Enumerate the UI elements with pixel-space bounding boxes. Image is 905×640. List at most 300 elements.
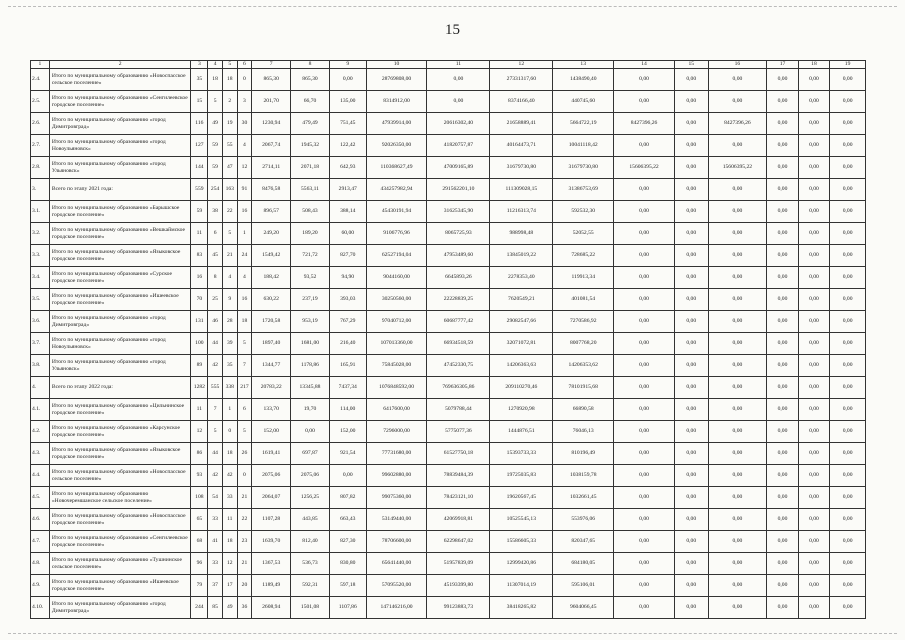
table-cell: 21 xyxy=(222,245,237,267)
table-cell: 0,00 xyxy=(708,443,767,465)
table-cell: 7 xyxy=(208,399,223,421)
table-cell: 751,45 xyxy=(329,113,366,135)
table-cell: 0,00 xyxy=(614,135,675,157)
table-cell: 0,00 xyxy=(798,333,829,355)
table-cell: 8427396,26 xyxy=(614,113,675,135)
table-cell: 0,00 xyxy=(614,355,675,377)
row-name: Итого по муниципальному образованию «Ишеевское городское поселение» xyxy=(49,575,191,597)
table-cell: 12 xyxy=(191,421,208,443)
table-cell: 47009165,89 xyxy=(427,157,490,179)
table-cell: 988998,48 xyxy=(490,223,553,245)
table-cell: 1107,86 xyxy=(329,597,366,619)
table-cell: 0,00 xyxy=(674,201,708,223)
table-cell: 0,00 xyxy=(708,355,767,377)
table-cell: 209110270,46 xyxy=(490,377,553,399)
table-cell: 0,00 xyxy=(427,69,490,91)
table-cell: 189,20 xyxy=(291,223,330,245)
table-cell: 508,43 xyxy=(291,201,330,223)
table-cell: 11307014,19 xyxy=(490,575,553,597)
table-cell: 41820757,87 xyxy=(427,135,490,157)
data-table xyxy=(30,60,866,619)
table-cell: 66890,58 xyxy=(553,399,614,421)
table-row xyxy=(31,91,866,113)
table-cell: 0,00 xyxy=(427,91,490,113)
table-cell: 35 xyxy=(222,355,237,377)
table-cell: 0,00 xyxy=(798,443,829,465)
table-cell: 1549,42 xyxy=(252,245,291,267)
table-cell: 14206363,63 xyxy=(490,355,553,377)
table-cell: 11 xyxy=(191,399,208,421)
table-cell: 15 xyxy=(191,91,208,113)
table-cell: 46 xyxy=(208,311,223,333)
table-cell: 55 xyxy=(222,135,237,157)
table-cell: 44 xyxy=(208,443,223,465)
table-cell: 99602880,00 xyxy=(366,465,427,487)
table-cell: 0,00 xyxy=(329,465,366,487)
table-cell: 19725035,83 xyxy=(490,465,553,487)
table-cell: 0,00 xyxy=(614,223,675,245)
table-cell: 0,00 xyxy=(708,531,767,553)
table-cell: 12 xyxy=(237,157,252,179)
table-cell: 0,00 xyxy=(830,113,866,135)
table-cell: 93 xyxy=(191,465,208,487)
row-name: Итого по муниципальному образованию «Новочеремшанское сельское поселение» xyxy=(49,487,191,509)
table-cell: 20783,22 xyxy=(252,377,291,399)
table-cell: 0,00 xyxy=(830,289,866,311)
table-cell: 216,40 xyxy=(329,333,366,355)
table-cell: 21658889,41 xyxy=(490,113,553,135)
table-cell: 4 xyxy=(222,267,237,289)
table-cell: 237,19 xyxy=(291,289,330,311)
table-cell: 5563,11 xyxy=(291,179,330,201)
table-cell: 8007768,20 xyxy=(553,333,614,355)
table-cell: 217 xyxy=(237,377,252,399)
table-cell: 0,00 xyxy=(708,245,767,267)
table-cell: 0,00 xyxy=(830,135,866,157)
table-cell: 1438490,40 xyxy=(553,69,614,91)
top-edge-line xyxy=(8,6,897,7)
table-cell: 0,00 xyxy=(614,465,675,487)
table-cell: 440745,60 xyxy=(553,91,614,113)
table-cell: 17 xyxy=(222,575,237,597)
table-cell: 0,00 xyxy=(614,289,675,311)
table-cell: 0,00 xyxy=(798,377,829,399)
table-cell: 22 xyxy=(222,201,237,223)
table-cell: 0,00 xyxy=(798,421,829,443)
column-header: 4 xyxy=(208,61,223,69)
table-cell: 0,00 xyxy=(674,135,708,157)
table-cell: 66,70 xyxy=(291,91,330,113)
table-cell: 0,00 xyxy=(767,575,798,597)
table-cell: 0,00 xyxy=(708,91,767,113)
table-cell: 19,70 xyxy=(291,399,330,421)
table-cell: 127 xyxy=(191,135,208,157)
table-cell: 721,72 xyxy=(291,245,330,267)
table-cell: 77731680,00 xyxy=(366,443,427,465)
table-cell: 0,00 xyxy=(798,509,829,531)
table-cell: 0,00 xyxy=(798,575,829,597)
table-cell: 0,00 xyxy=(614,597,675,619)
table-cell: 0,00 xyxy=(830,421,866,443)
table-cell: 2608,94 xyxy=(252,597,291,619)
table-cell: 0,00 xyxy=(614,201,675,223)
table-cell: 10525545,13 xyxy=(490,509,553,531)
table-cell: 663,43 xyxy=(329,509,366,531)
table-cell: 0,00 xyxy=(767,355,798,377)
table-cell: 31386753,69 xyxy=(553,179,614,201)
table-cell: 147146216,00 xyxy=(366,597,427,619)
table-cell: 0,00 xyxy=(767,69,798,91)
table-cell: 0,00 xyxy=(798,355,829,377)
row-name: Итого по муниципальному образованию «Барышское городское поселение» xyxy=(49,201,191,223)
row-name: Итого по муниципальному образованию «город Новоульяновск» xyxy=(49,333,191,355)
table-cell: 0,00 xyxy=(830,355,866,377)
table-cell: 32071072,81 xyxy=(490,333,553,355)
table-cell: 1367,53 xyxy=(252,553,291,575)
table-cell: 0,00 xyxy=(830,311,866,333)
table-row xyxy=(31,487,866,509)
table-cell: 0,00 xyxy=(830,575,866,597)
table-cell: 2071,18 xyxy=(291,157,330,179)
table-cell: 70 xyxy=(191,289,208,311)
table-cell: 92026350,00 xyxy=(366,135,427,157)
table-cell: 0,00 xyxy=(798,91,829,113)
table-cell: 99075360,00 xyxy=(366,487,427,509)
table-cell: 1639,70 xyxy=(252,531,291,553)
table-cell: 479,49 xyxy=(291,113,330,135)
column-header: 3 xyxy=(191,61,208,69)
column-header: 19 xyxy=(830,61,866,69)
table-cell: 536,73 xyxy=(291,553,330,575)
table-cell: 21 xyxy=(237,487,252,509)
row-number: 4.4. xyxy=(31,465,50,487)
table-cell: 0,00 xyxy=(830,487,866,509)
table-cell: 0,00 xyxy=(291,421,330,443)
table-cell: 31625345,90 xyxy=(427,201,490,223)
row-name: Итого по муниципальному образованию «город Димитровград» xyxy=(49,311,191,333)
table-cell: 0,00 xyxy=(708,179,767,201)
column-header: 8 xyxy=(291,61,330,69)
table-cell: 0,00 xyxy=(798,135,829,157)
table-cell: 122,42 xyxy=(329,135,366,157)
table-cell: 0,00 xyxy=(674,597,708,619)
table-cell: 0,00 xyxy=(674,267,708,289)
row-number: 3.3. xyxy=(31,245,50,267)
table-cell: 75845028,00 xyxy=(366,355,427,377)
table-cell: 921,54 xyxy=(329,443,366,465)
table-row xyxy=(31,245,866,267)
table-row xyxy=(31,575,866,597)
table-cell: 0,00 xyxy=(329,69,366,91)
table-cell: 0,00 xyxy=(798,201,829,223)
row-number: 2.8. xyxy=(31,157,50,179)
table-cell: 6 xyxy=(208,223,223,245)
table-cell: 0,00 xyxy=(767,179,798,201)
table-cell: 30 xyxy=(237,113,252,135)
table-cell: 36 xyxy=(237,597,252,619)
table-cell: 0,00 xyxy=(708,289,767,311)
table-cell: 0,00 xyxy=(830,245,866,267)
row-number: 3. xyxy=(31,179,50,201)
table-row xyxy=(31,223,866,245)
table-cell: 6645893,26 xyxy=(427,267,490,289)
table-cell: 33 xyxy=(222,487,237,509)
row-name: Итого по муниципальному образованию «Новоспасское сельское поселение» xyxy=(49,465,191,487)
row-number: 4.6. xyxy=(31,509,50,531)
table-cell: 78423121,10 xyxy=(427,487,490,509)
table-cell: 5 xyxy=(208,91,223,113)
table-cell: 1945,32 xyxy=(291,135,330,157)
table-cell: 0,00 xyxy=(767,201,798,223)
table-cell: 7270586,92 xyxy=(553,311,614,333)
column-header: 6 xyxy=(237,61,252,69)
table-cell: 59 xyxy=(208,135,223,157)
table-cell: 0,00 xyxy=(767,135,798,157)
table-cell: 131 xyxy=(191,311,208,333)
table-cell: 28769808,00 xyxy=(366,69,427,91)
table-cell: 0,00 xyxy=(767,91,798,113)
table-cell: 1 xyxy=(237,223,252,245)
table-cell: 0,00 xyxy=(767,465,798,487)
table-cell: 810196,49 xyxy=(553,443,614,465)
table-cell: 0 xyxy=(237,69,252,91)
table-cell: 0,00 xyxy=(674,311,708,333)
table-cell: 49 xyxy=(222,597,237,619)
table-cell: 0,00 xyxy=(674,245,708,267)
table-cell: 7620549,21 xyxy=(490,289,553,311)
table-cell: 0,00 xyxy=(708,487,767,509)
table-cell: 0,00 xyxy=(614,179,675,201)
table-cell: 767,29 xyxy=(329,311,366,333)
row-name: Итого по муниципальному образованию «Цильнинское городское поселение» xyxy=(49,399,191,421)
column-header: 18 xyxy=(798,61,829,69)
column-header: 2 xyxy=(49,61,191,69)
table-cell: 57095520,00 xyxy=(366,575,427,597)
table-cell: 11 xyxy=(222,509,237,531)
table-cell: 401081,54 xyxy=(553,289,614,311)
table-row xyxy=(31,333,866,355)
row-number: 4.8. xyxy=(31,553,50,575)
table-cell: 14206353,62 xyxy=(553,355,614,377)
table-cell: 18 xyxy=(222,443,237,465)
table-cell: 0,00 xyxy=(798,487,829,509)
table-cell: 45430191,94 xyxy=(366,201,427,223)
table-cell: 0,00 xyxy=(708,509,767,531)
table-cell: 2067,74 xyxy=(252,135,291,157)
table-cell: 0,00 xyxy=(614,245,675,267)
table-cell: 0,00 xyxy=(767,113,798,135)
table-cell: 0,00 xyxy=(798,223,829,245)
table-cell: 26 xyxy=(237,443,252,465)
table-cell: 30250560,00 xyxy=(366,289,427,311)
table-cell: 0,00 xyxy=(708,223,767,245)
table-cell: 0,00 xyxy=(767,399,798,421)
table-cell: 5775077,36 xyxy=(427,421,490,443)
row-name: Итого по муниципальному образованию «Вешкаймское городское поселение» xyxy=(49,223,191,245)
table-cell: 8476,58 xyxy=(252,179,291,201)
column-header: 1 xyxy=(31,61,50,69)
table-cell: 9604066,45 xyxy=(553,597,614,619)
table-cell: 830,80 xyxy=(329,553,366,575)
table-cell: 165,91 xyxy=(329,355,366,377)
table-cell: 0,00 xyxy=(674,399,708,421)
table-cell: 100 xyxy=(191,333,208,355)
table-cell: 20 xyxy=(237,575,252,597)
table-cell: 9106776,96 xyxy=(366,223,427,245)
table-cell: 0,00 xyxy=(798,289,829,311)
table-cell: 0,00 xyxy=(674,355,708,377)
table-cell: 79 xyxy=(191,575,208,597)
row-name: Итого по муниципальному образованию «Карсунское городское поселение» xyxy=(49,421,191,443)
table-cell: 107013360,00 xyxy=(366,333,427,355)
table-cell: 769636305,86 xyxy=(427,377,490,399)
table-cell: 0,00 xyxy=(798,553,829,575)
table-cell: 0,00 xyxy=(614,443,675,465)
table-cell: 953,19 xyxy=(291,311,330,333)
table-cell: 249,20 xyxy=(252,223,291,245)
table-cell: 0,00 xyxy=(830,597,866,619)
table-cell: 45193399,80 xyxy=(427,575,490,597)
table-cell: 5 xyxy=(208,421,223,443)
column-header: 14 xyxy=(614,61,675,69)
table-cell: 18 xyxy=(222,531,237,553)
table-cell: 8065725,93 xyxy=(427,223,490,245)
table-cell: 0,00 xyxy=(798,179,829,201)
table-cell: 9044160,00 xyxy=(366,267,427,289)
table-cell: 152,00 xyxy=(329,421,366,443)
table-cell: 0,00 xyxy=(798,531,829,553)
table-cell: 0,00 xyxy=(767,553,798,575)
table-cell: 68 xyxy=(191,531,208,553)
table-cell: 0,00 xyxy=(798,69,829,91)
table-cell: 85 xyxy=(208,597,223,619)
table-cell: 0,00 xyxy=(767,223,798,245)
table-cell: 5 xyxy=(237,421,252,443)
table-cell: 0,00 xyxy=(830,333,866,355)
table-cell: 0,00 xyxy=(767,597,798,619)
table-cell: 0,00 xyxy=(798,113,829,135)
row-number: 3.5. xyxy=(31,289,50,311)
table-cell: 0,00 xyxy=(674,223,708,245)
table-cell: 1897,40 xyxy=(252,333,291,355)
table-cell: 0 xyxy=(237,465,252,487)
table-cell: 254 xyxy=(208,179,223,201)
row-number: 2.6. xyxy=(31,113,50,135)
table-cell: 0,00 xyxy=(674,377,708,399)
table-cell: 24 xyxy=(237,245,252,267)
table-cell: 0,00 xyxy=(830,443,866,465)
table-cell: 0,00 xyxy=(798,465,829,487)
table-row xyxy=(31,135,866,157)
table-cell: 108 xyxy=(191,487,208,509)
table-cell: 22228839,25 xyxy=(427,289,490,311)
table-cell: 0,00 xyxy=(830,531,866,553)
table-cell: 1107,28 xyxy=(252,509,291,531)
table-row xyxy=(31,69,866,91)
column-header: 5 xyxy=(222,61,237,69)
table-cell: 0,00 xyxy=(674,509,708,531)
table-cell: 0,00 xyxy=(708,201,767,223)
table-cell: 0,00 xyxy=(830,553,866,575)
table-cell: 0,00 xyxy=(767,531,798,553)
table-cell: 61527750,18 xyxy=(427,443,490,465)
table-cell: 0,00 xyxy=(708,421,767,443)
table-cell: 41 xyxy=(208,531,223,553)
table-cell: 5079788,44 xyxy=(427,399,490,421)
table-row xyxy=(31,267,866,289)
table-cell: 0,00 xyxy=(674,333,708,355)
table-cell: 1344,77 xyxy=(252,355,291,377)
table-cell: 78839484,39 xyxy=(427,465,490,487)
table-cell: 2278353,40 xyxy=(490,267,553,289)
row-number: 2.4. xyxy=(31,69,50,91)
row-name: Итого по муниципальному образованию «Ишеевское городское поселение» xyxy=(49,289,191,311)
row-name: Итого по муниципальному образованию «город Димитровград» xyxy=(49,597,191,619)
table-cell: 114,00 xyxy=(329,399,366,421)
row-name: Итого по муниципальному образованию «Новоспасское городское поселение» xyxy=(49,509,191,531)
table-cell: 33 xyxy=(208,553,223,575)
table-cell: 86 xyxy=(191,443,208,465)
table-cell: 388,14 xyxy=(329,201,366,223)
table-cell: 0,00 xyxy=(830,201,866,223)
table-cell: 8 xyxy=(208,267,223,289)
table-cell: 7 xyxy=(237,355,252,377)
table-cell: 47953489,60 xyxy=(427,245,490,267)
table-cell: 0,00 xyxy=(798,399,829,421)
table-cell: 13345,88 xyxy=(291,377,330,399)
table-row xyxy=(31,377,866,399)
row-number: 4.3. xyxy=(31,443,50,465)
table-cell: 0,00 xyxy=(767,377,798,399)
table-cell: 0,00 xyxy=(614,267,675,289)
table-cell: 0,00 xyxy=(708,575,767,597)
table-cell: 0,00 xyxy=(830,465,866,487)
table-cell: 0,00 xyxy=(708,553,767,575)
table-cell: 0,00 xyxy=(614,531,675,553)
table-row xyxy=(31,311,866,333)
table-cell: 0,00 xyxy=(674,575,708,597)
row-number: 3.2. xyxy=(31,223,50,245)
table-row xyxy=(31,399,866,421)
table-cell: 0,00 xyxy=(830,377,866,399)
table-cell: 5 xyxy=(222,223,237,245)
table-cell: 0,00 xyxy=(674,157,708,179)
table-cell: 0,00 xyxy=(767,421,798,443)
table-cell: 0,00 xyxy=(798,157,829,179)
table-cell: 8374166,40 xyxy=(490,91,553,113)
table-cell: 0,00 xyxy=(798,311,829,333)
table-cell: 0,00 xyxy=(674,179,708,201)
table-cell: 0,00 xyxy=(614,575,675,597)
table-cell: 0,00 xyxy=(614,311,675,333)
table-cell: 0,00 xyxy=(767,289,798,311)
table-cell: 1256,25 xyxy=(291,487,330,509)
table-cell: 1 xyxy=(222,399,237,421)
table-cell: 0,00 xyxy=(830,509,866,531)
table-cell: 89 xyxy=(191,355,208,377)
table-cell: 820347,65 xyxy=(553,531,614,553)
row-number: 3.1. xyxy=(31,201,50,223)
table-cell: 0,00 xyxy=(674,487,708,509)
table-cell: 133,70 xyxy=(252,399,291,421)
table-cell: 4 xyxy=(237,135,252,157)
table-cell: 0,00 xyxy=(767,333,798,355)
row-number: 2.5. xyxy=(31,91,50,113)
column-header: 16 xyxy=(708,61,767,69)
column-header: 13 xyxy=(553,61,614,69)
header-row xyxy=(31,61,866,69)
row-number: 4.7. xyxy=(31,531,50,553)
